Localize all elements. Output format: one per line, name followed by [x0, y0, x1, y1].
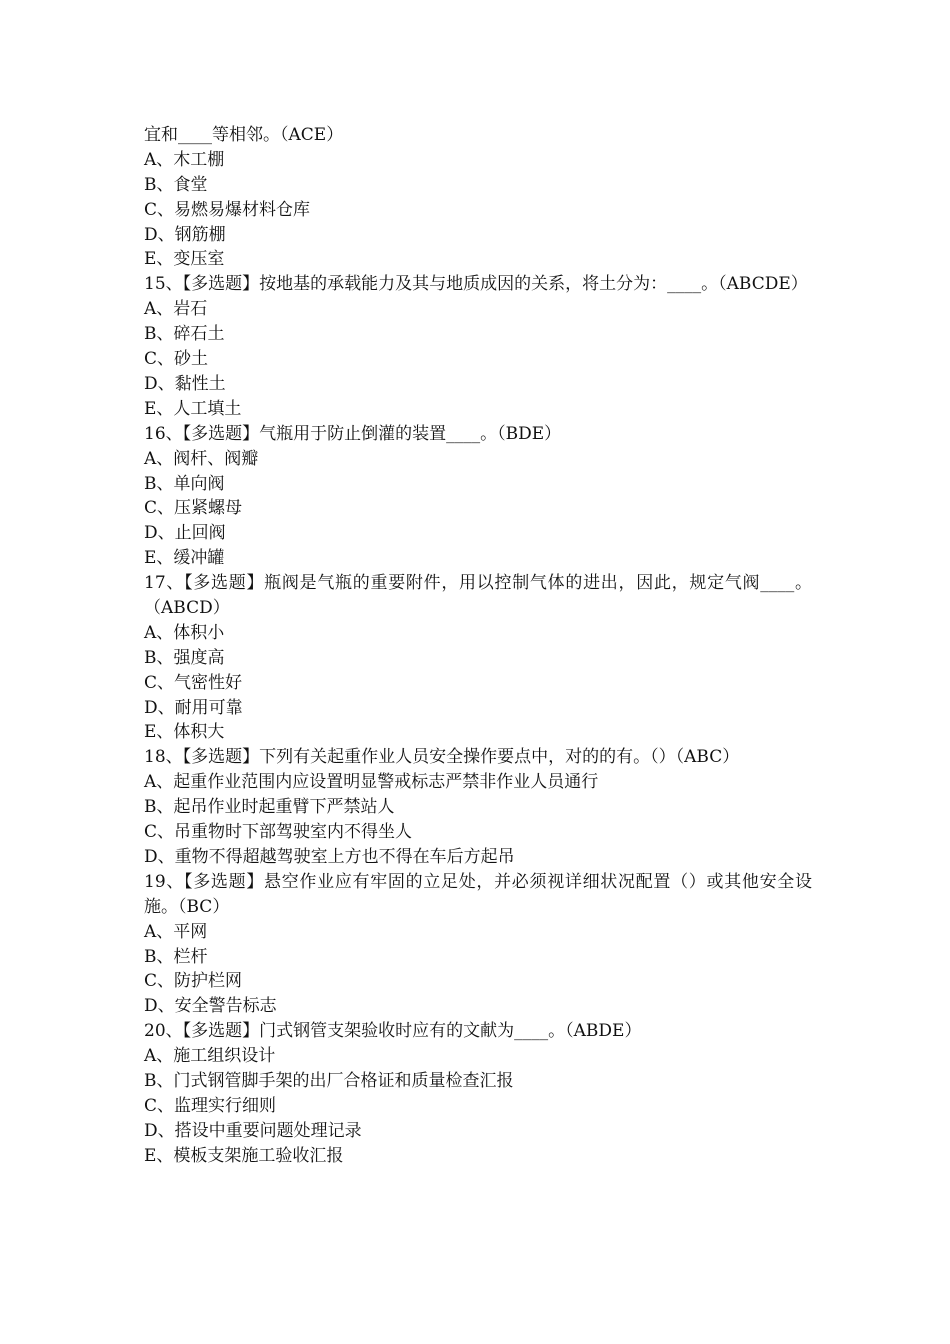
answer-option: C、气密性好 [144, 672, 243, 693]
answer-option: C、吊重物时下部驾驶室内不得坐人 [144, 822, 413, 843]
answer-option: D、止回阀 [144, 523, 226, 544]
answer-option: C、易燃易爆材料仓库 [144, 199, 311, 220]
answer-option: B、单向阀 [144, 473, 225, 494]
answer-option: E、变压室 [144, 249, 225, 270]
answer-option: A、起重作业范围内应设置明显警戒标志严禁非作业人员通行 [144, 772, 599, 793]
answer-option: C、压紧螺母 [144, 498, 243, 519]
answer-option: A、岩石 [144, 299, 208, 320]
question-stem: 15、【多选题】按地基的承载能力及其与地质成因的关系，将土分为：____。（ABCDE） [144, 274, 808, 295]
answer-option: D、重物不得超越驾驶室上方也不得在车后方起吊 [144, 846, 515, 867]
answer-option: B、食堂 [144, 174, 208, 195]
answer-option: B、栏杆 [144, 946, 208, 967]
answer-option: A、施工组织设计 [144, 1046, 276, 1067]
answer-option: A、阀杆、阀瓣 [144, 448, 259, 469]
answer-option: E、模板支架施工验收汇报 [144, 1145, 344, 1166]
answer-option: D、黏性土 [144, 373, 226, 394]
answer-option: C、砂土 [144, 349, 209, 370]
answer-option: E、体积大 [144, 722, 225, 743]
answer-option: D、钢筋棚 [144, 224, 226, 245]
question-list [144, 123, 812, 1169]
answer-option: C、防护栏网 [144, 971, 243, 992]
answer-option: B、门式钢管脚手架的出厂合格证和质量检查汇报 [144, 1070, 514, 1091]
answer-option: A、平网 [144, 921, 208, 942]
answer-option: A、体积小 [144, 622, 225, 643]
question-continuation: 宜和____等相邻。（ACE） [144, 125, 344, 145]
question-stem: 19、【多选题】悬空作业应有牢固的立足处，并必须视详细状况配置（）或其他安全设施。（BC） [144, 871, 812, 917]
question-stem: 18、【多选题】下列有关起重作业人员安全操作要点中，对的的有。（）（ABC） [144, 747, 740, 768]
answer-option: B、起吊作业时起重臂下严禁站人 [144, 797, 395, 818]
answer-option: E、缓冲罐 [144, 548, 225, 569]
answer-option: D、搭设中重要问题处理记录 [144, 1120, 362, 1141]
answer-option: D、耐用可靠 [144, 697, 243, 718]
answer-option: B、强度高 [144, 647, 225, 668]
question-stem: 16、【多选题】气瓶用于防止倒灌的装置____。（BDE） [144, 423, 562, 444]
answer-option: D、安全警告标志 [144, 996, 277, 1017]
answer-option: E、人工填土 [144, 398, 242, 419]
answer-option: C、监理实行细则 [144, 1095, 277, 1116]
question-stem: 20、【多选题】门式钢管支架验收时应有的文献为____。（ABDE） [144, 1021, 642, 1042]
answer-option: B、碎石土 [144, 324, 225, 345]
question-stem: 17、【多选题】瓶阀是气瓶的重要附件，用以控制气体的进出，因此，规定气阀____。（ABCD） [144, 573, 812, 618]
answer-option: A、木工棚 [144, 149, 225, 170]
